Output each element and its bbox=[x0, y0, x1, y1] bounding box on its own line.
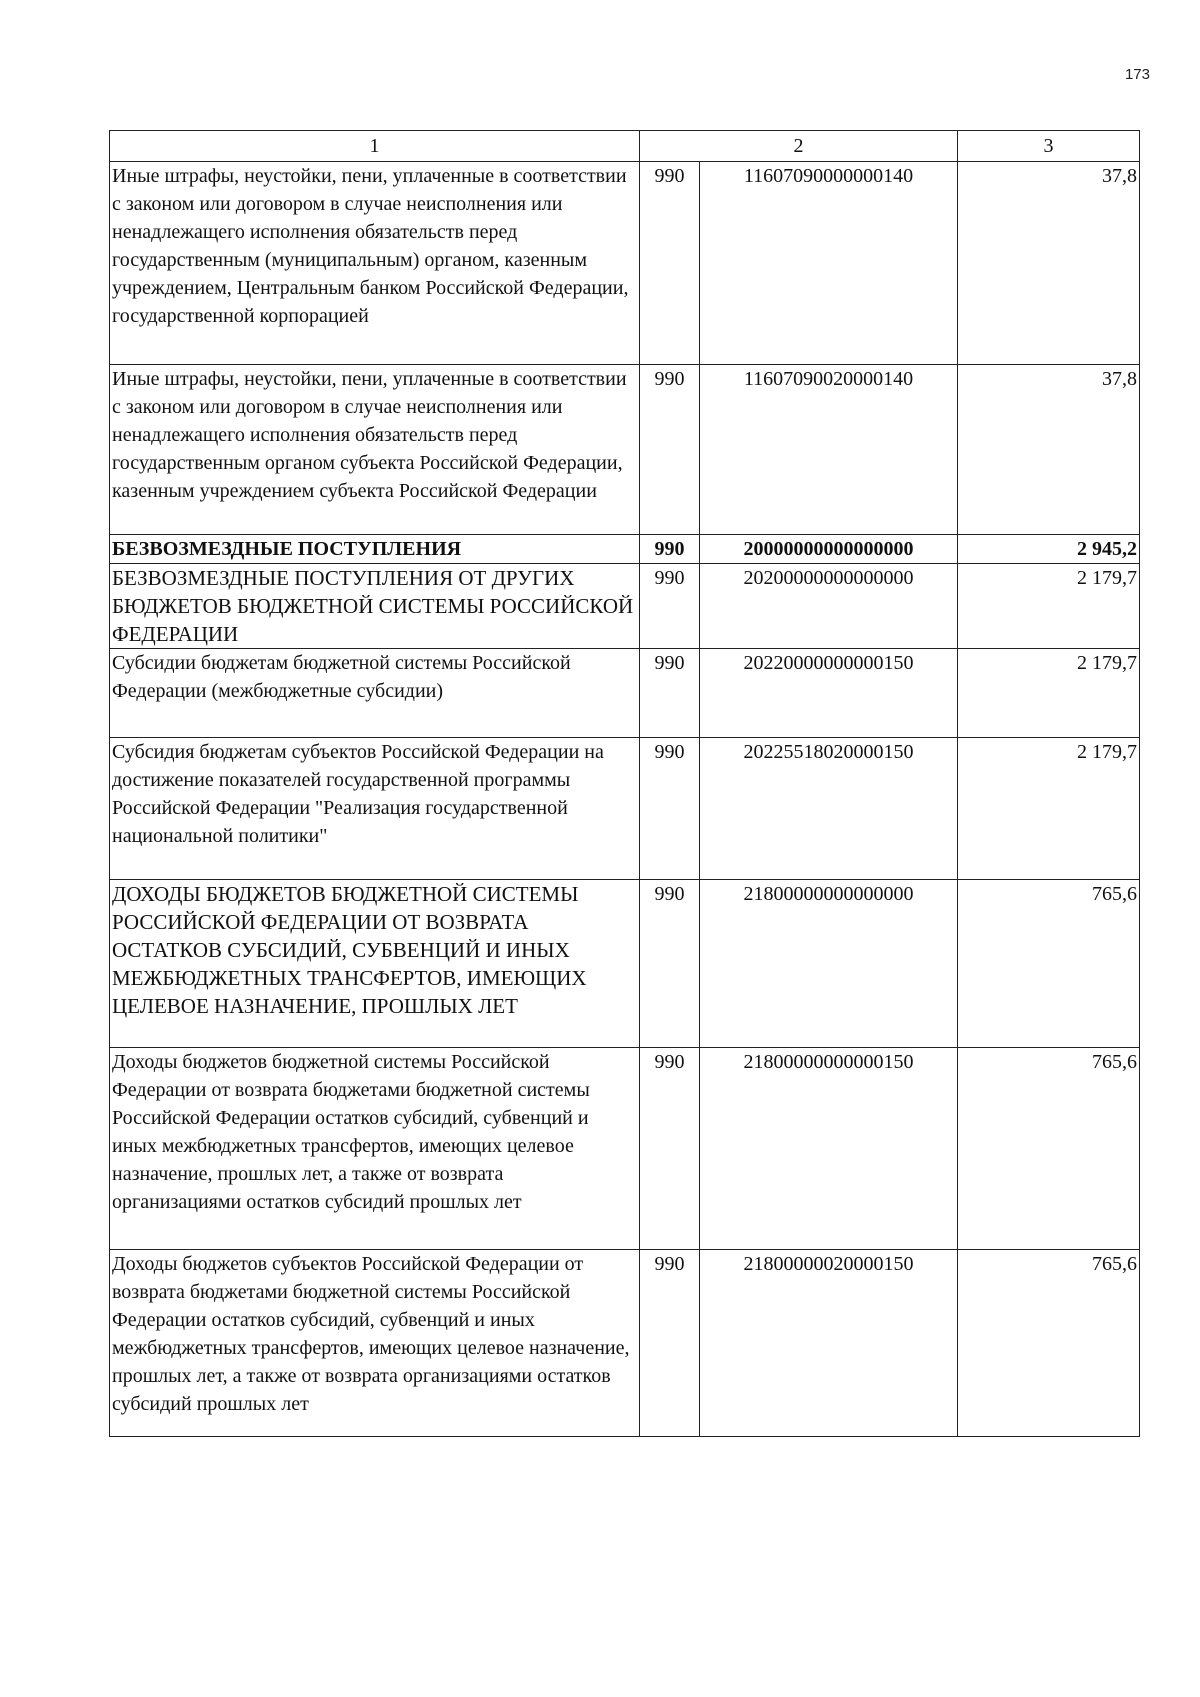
row-admin-code: 990 bbox=[640, 880, 700, 1048]
row-name: Субсидии бюджетам бюджетной системы Российской Федерации (межбюджетные субсидии) bbox=[110, 649, 640, 738]
row-budget-code: 11607090020000140 bbox=[700, 365, 958, 535]
row-sum: 37,8 bbox=[958, 365, 1140, 535]
header-col-1: 1 bbox=[110, 131, 640, 162]
row-budget-code: 20220000000000150 bbox=[700, 649, 958, 738]
row-sum: 37,8 bbox=[958, 162, 1140, 365]
row-budget-code: 20000000000000000 bbox=[700, 535, 958, 564]
row-admin-code: 990 bbox=[640, 365, 700, 535]
row-name: Иные штрафы, неустойки, пени, уплаченные в соответствии с законом или договором в случае неисполнения или ненадлежащего исполнения обязательств перед государственным (муниципальным) органом, казенным учреждением, Центральным банком Российской Федерации, государственной корпорацией bbox=[110, 162, 640, 365]
table-row bbox=[110, 365, 1140, 535]
table-row bbox=[110, 649, 1140, 738]
row-admin-code: 990 bbox=[640, 535, 700, 564]
table-row bbox=[110, 738, 1140, 880]
table-row bbox=[110, 564, 1140, 649]
row-name: ДОХОДЫ БЮДЖЕТОВ БЮДЖЕТНОЙ СИСТЕМЫ РОССИЙСКОЙ ФЕДЕРАЦИИ ОТ ВОЗВРАТА ОСТАТКОВ СУБСИДИЙ, СУБВЕНЦИЙ И ИНЫХ МЕЖБЮДЖЕТНЫХ ТРАНСФЕРТОВ, ИМЕЮЩИХ ЦЕЛЕВОЕ НАЗНАЧЕНИЕ, ПРОШЛЫХ ЛЕТ bbox=[110, 880, 640, 1048]
row-admin-code: 990 bbox=[640, 564, 700, 649]
row-budget-code: 21800000000000150 bbox=[700, 1048, 958, 1250]
table-row bbox=[110, 880, 1140, 1048]
row-sum: 765,6 bbox=[958, 1250, 1140, 1437]
row-name: БЕЗВОЗМЕЗДНЫЕ ПОСТУПЛЕНИЯ ОТ ДРУГИХ БЮДЖЕТОВ БЮДЖЕТНОЙ СИСТЕМЫ РОССИЙСКОЙ ФЕДЕРАЦИИ bbox=[110, 564, 640, 649]
row-sum: 2 179,7 bbox=[958, 738, 1140, 880]
row-admin-code: 990 bbox=[640, 649, 700, 738]
row-name: БЕЗВОЗМЕЗДНЫЕ ПОСТУПЛЕНИЯ bbox=[110, 535, 640, 564]
row-budget-code: 21800000000000000 bbox=[700, 880, 958, 1048]
row-budget-code: 21800000020000150 bbox=[700, 1250, 958, 1437]
table-row bbox=[110, 1250, 1140, 1437]
header-col-2: 2 bbox=[640, 131, 958, 162]
row-budget-code: 11607090000000140 bbox=[700, 162, 958, 365]
table-row bbox=[110, 1048, 1140, 1250]
row-sum: 765,6 bbox=[958, 880, 1140, 1048]
row-sum: 2 179,7 bbox=[958, 649, 1140, 738]
row-sum: 2 945,2 bbox=[958, 535, 1140, 564]
revenue-table bbox=[109, 130, 1140, 1437]
row-admin-code: 990 bbox=[640, 162, 700, 365]
row-name: Доходы бюджетов субъектов Российской Федерации от возврата бюджетами бюджетной системы Российской Федерации остатков субсидий, субвенций и иных межбюджетных трансфертов, имеющих целевое назначение, прошлых лет, а также от возврата организациями остатков субсидий прошлых лет bbox=[110, 1250, 640, 1437]
row-budget-code: 20200000000000000 bbox=[700, 564, 958, 649]
row-sum: 765,6 bbox=[958, 1048, 1140, 1250]
row-admin-code: 990 bbox=[640, 1250, 700, 1437]
row-admin-code: 990 bbox=[640, 738, 700, 880]
page-number: 173 bbox=[1124, 66, 1150, 83]
table-row bbox=[110, 162, 1140, 365]
row-name: Субсидия бюджетам субъектов Российской Федерации на достижение показателей государственной программы Российской Федерации "Реализация государственной национальной политики" bbox=[110, 738, 640, 880]
row-sum: 2 179,7 bbox=[958, 564, 1140, 649]
row-name: Доходы бюджетов бюджетной системы Российской Федерации от возврата бюджетами бюджетной системы Российской Федерации остатков субсидий, субвенций и иных межбюджетных трансфертов, имеющих целевое назначение, прошлых лет, а также от возврата организациями остатков субсидий прошлых лет bbox=[110, 1048, 640, 1250]
row-budget-code: 20225518020000150 bbox=[700, 738, 958, 880]
header-col-3: 3 bbox=[958, 131, 1140, 162]
table-header-row bbox=[110, 131, 1140, 162]
table-row bbox=[110, 535, 1140, 564]
row-admin-code: 990 bbox=[640, 1048, 700, 1250]
row-name: Иные штрафы, неустойки, пени, уплаченные в соответствии с законом или договором в случае неисполнения или ненадлежащего исполнения обязательств перед государственным органом субъекта Российской Федерации, казенным учреждением субъекта Российской Федерации bbox=[110, 365, 640, 535]
